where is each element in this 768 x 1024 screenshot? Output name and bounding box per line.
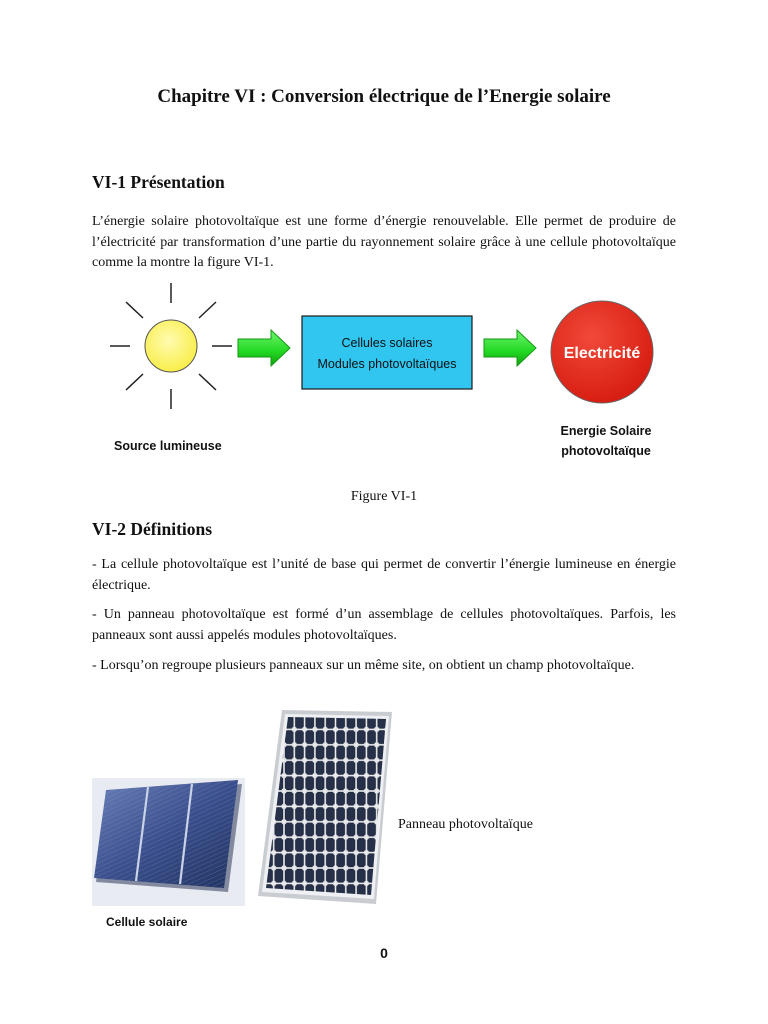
cell-caption: Cellule solaire	[106, 915, 188, 929]
box-label-line1: Cellules solaires	[341, 336, 433, 350]
source-label: Source lumineuse	[114, 439, 222, 453]
figure-vi-1	[92, 277, 680, 473]
chapter-title: Chapitre VI : Conversion électrique de l’Energie solaire	[157, 86, 611, 107]
definition-item: - La cellule photovoltaïque est l’unité de base qui permet de convertir l’énergie lumineuse en énergie électrique.	[92, 557, 676, 593]
sun-icon	[145, 320, 197, 372]
solar-panel-photo	[258, 708, 392, 904]
arrow-right-icon	[238, 330, 290, 366]
output-label-line2: photovoltaïque	[561, 444, 651, 458]
solar-cell-image	[92, 778, 245, 906]
arrow-right-icon	[484, 330, 536, 366]
solar-cell-photo	[92, 778, 245, 906]
page-number: 0	[380, 945, 388, 961]
intro-paragraph: L’énergie solaire photovoltaïque est une forme d’énergie renouvelable. Elle permet de produire de l’électricité par transformation d’une partie du rayonnement solaire grâce à une cellule photovoltaïque comme la montre la figure VI-1.	[92, 214, 676, 270]
panel-caption: Panneau photovoltaïque	[398, 817, 533, 832]
section-title-definitions: VI-2 Définitions	[92, 519, 213, 539]
definition-item: - Un panneau photovoltaïque est formé d’un assemblage de cellules photovoltaïques. Parfois, les panneaux sont aussi appelés modules photovoltaïques.	[92, 607, 676, 643]
output-label-line1: Energie Solaire	[560, 424, 652, 438]
solar-cells-box	[302, 316, 472, 389]
definition-item: - Lorsqu’on regroupe plusieurs panneaux sur un même site, on obtient un champ photovoltaïque.	[92, 658, 635, 673]
figure-diagram	[92, 277, 680, 473]
electricity-label: Electricité	[563, 345, 641, 362]
solar-panel-image	[258, 708, 392, 904]
figure-caption: Figure VI-1	[350, 489, 418, 504]
box-label-line2: Modules photovoltaïques	[317, 357, 457, 371]
section-title-presentation: VI-1 Présentation	[92, 172, 225, 192]
